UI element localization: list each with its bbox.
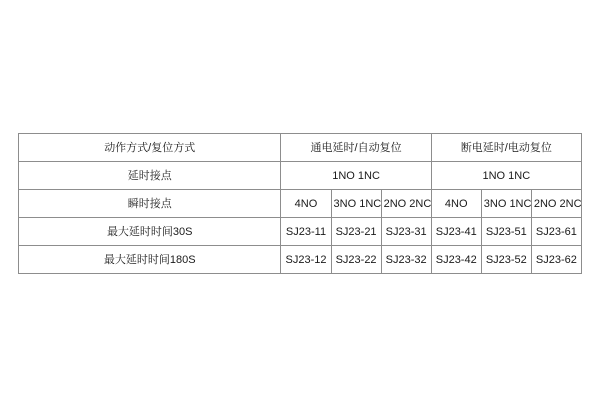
table-row bbox=[19, 246, 582, 274]
spec-table-container bbox=[18, 133, 582, 274]
row-header-instant-contact: 瞬时接点 bbox=[19, 190, 281, 218]
model-cell: SJ23-61 bbox=[531, 218, 581, 246]
row-header-max-delay-30s: 最大延时时间30S bbox=[19, 218, 281, 246]
specification-table bbox=[18, 133, 582, 274]
model-cell: SJ23-51 bbox=[481, 218, 531, 246]
instant-contact-cell: 3NO 1NC bbox=[331, 190, 381, 218]
model-cell: SJ23-31 bbox=[381, 218, 431, 246]
model-cell: SJ23-12 bbox=[281, 246, 331, 274]
row-header-max-delay-180s: 最大延时时间180S bbox=[19, 246, 281, 274]
instant-contact-cell: 4NO bbox=[281, 190, 331, 218]
table-row bbox=[19, 162, 582, 190]
group-header-power-on-delay: 通电延时/自动复位 bbox=[281, 134, 431, 162]
delay-contact-value-right: 1NO 1NC bbox=[431, 162, 581, 190]
model-cell: SJ23-21 bbox=[331, 218, 381, 246]
table-row bbox=[19, 190, 582, 218]
group-header-power-off-delay: 断电延时/电动复位 bbox=[431, 134, 581, 162]
delay-contact-value-left: 1NO 1NC bbox=[281, 162, 431, 190]
model-cell: SJ23-52 bbox=[481, 246, 531, 274]
model-cell: SJ23-42 bbox=[431, 246, 481, 274]
table-row bbox=[19, 218, 582, 246]
row-header-delay-contact: 延时接点 bbox=[19, 162, 281, 190]
model-cell: SJ23-32 bbox=[381, 246, 431, 274]
model-cell: SJ23-62 bbox=[531, 246, 581, 274]
row-header-action-reset-mode: 动作方式/复位方式 bbox=[19, 134, 281, 162]
instant-contact-cell: 4NO bbox=[431, 190, 481, 218]
instant-contact-cell: 2NO 2NC bbox=[531, 190, 581, 218]
model-cell: SJ23-11 bbox=[281, 218, 331, 246]
instant-contact-cell: 3NO 1NC bbox=[481, 190, 531, 218]
model-cell: SJ23-22 bbox=[331, 246, 381, 274]
table-row bbox=[19, 134, 582, 162]
instant-contact-cell: 2NO 2NC bbox=[381, 190, 431, 218]
model-cell: SJ23-41 bbox=[431, 218, 481, 246]
